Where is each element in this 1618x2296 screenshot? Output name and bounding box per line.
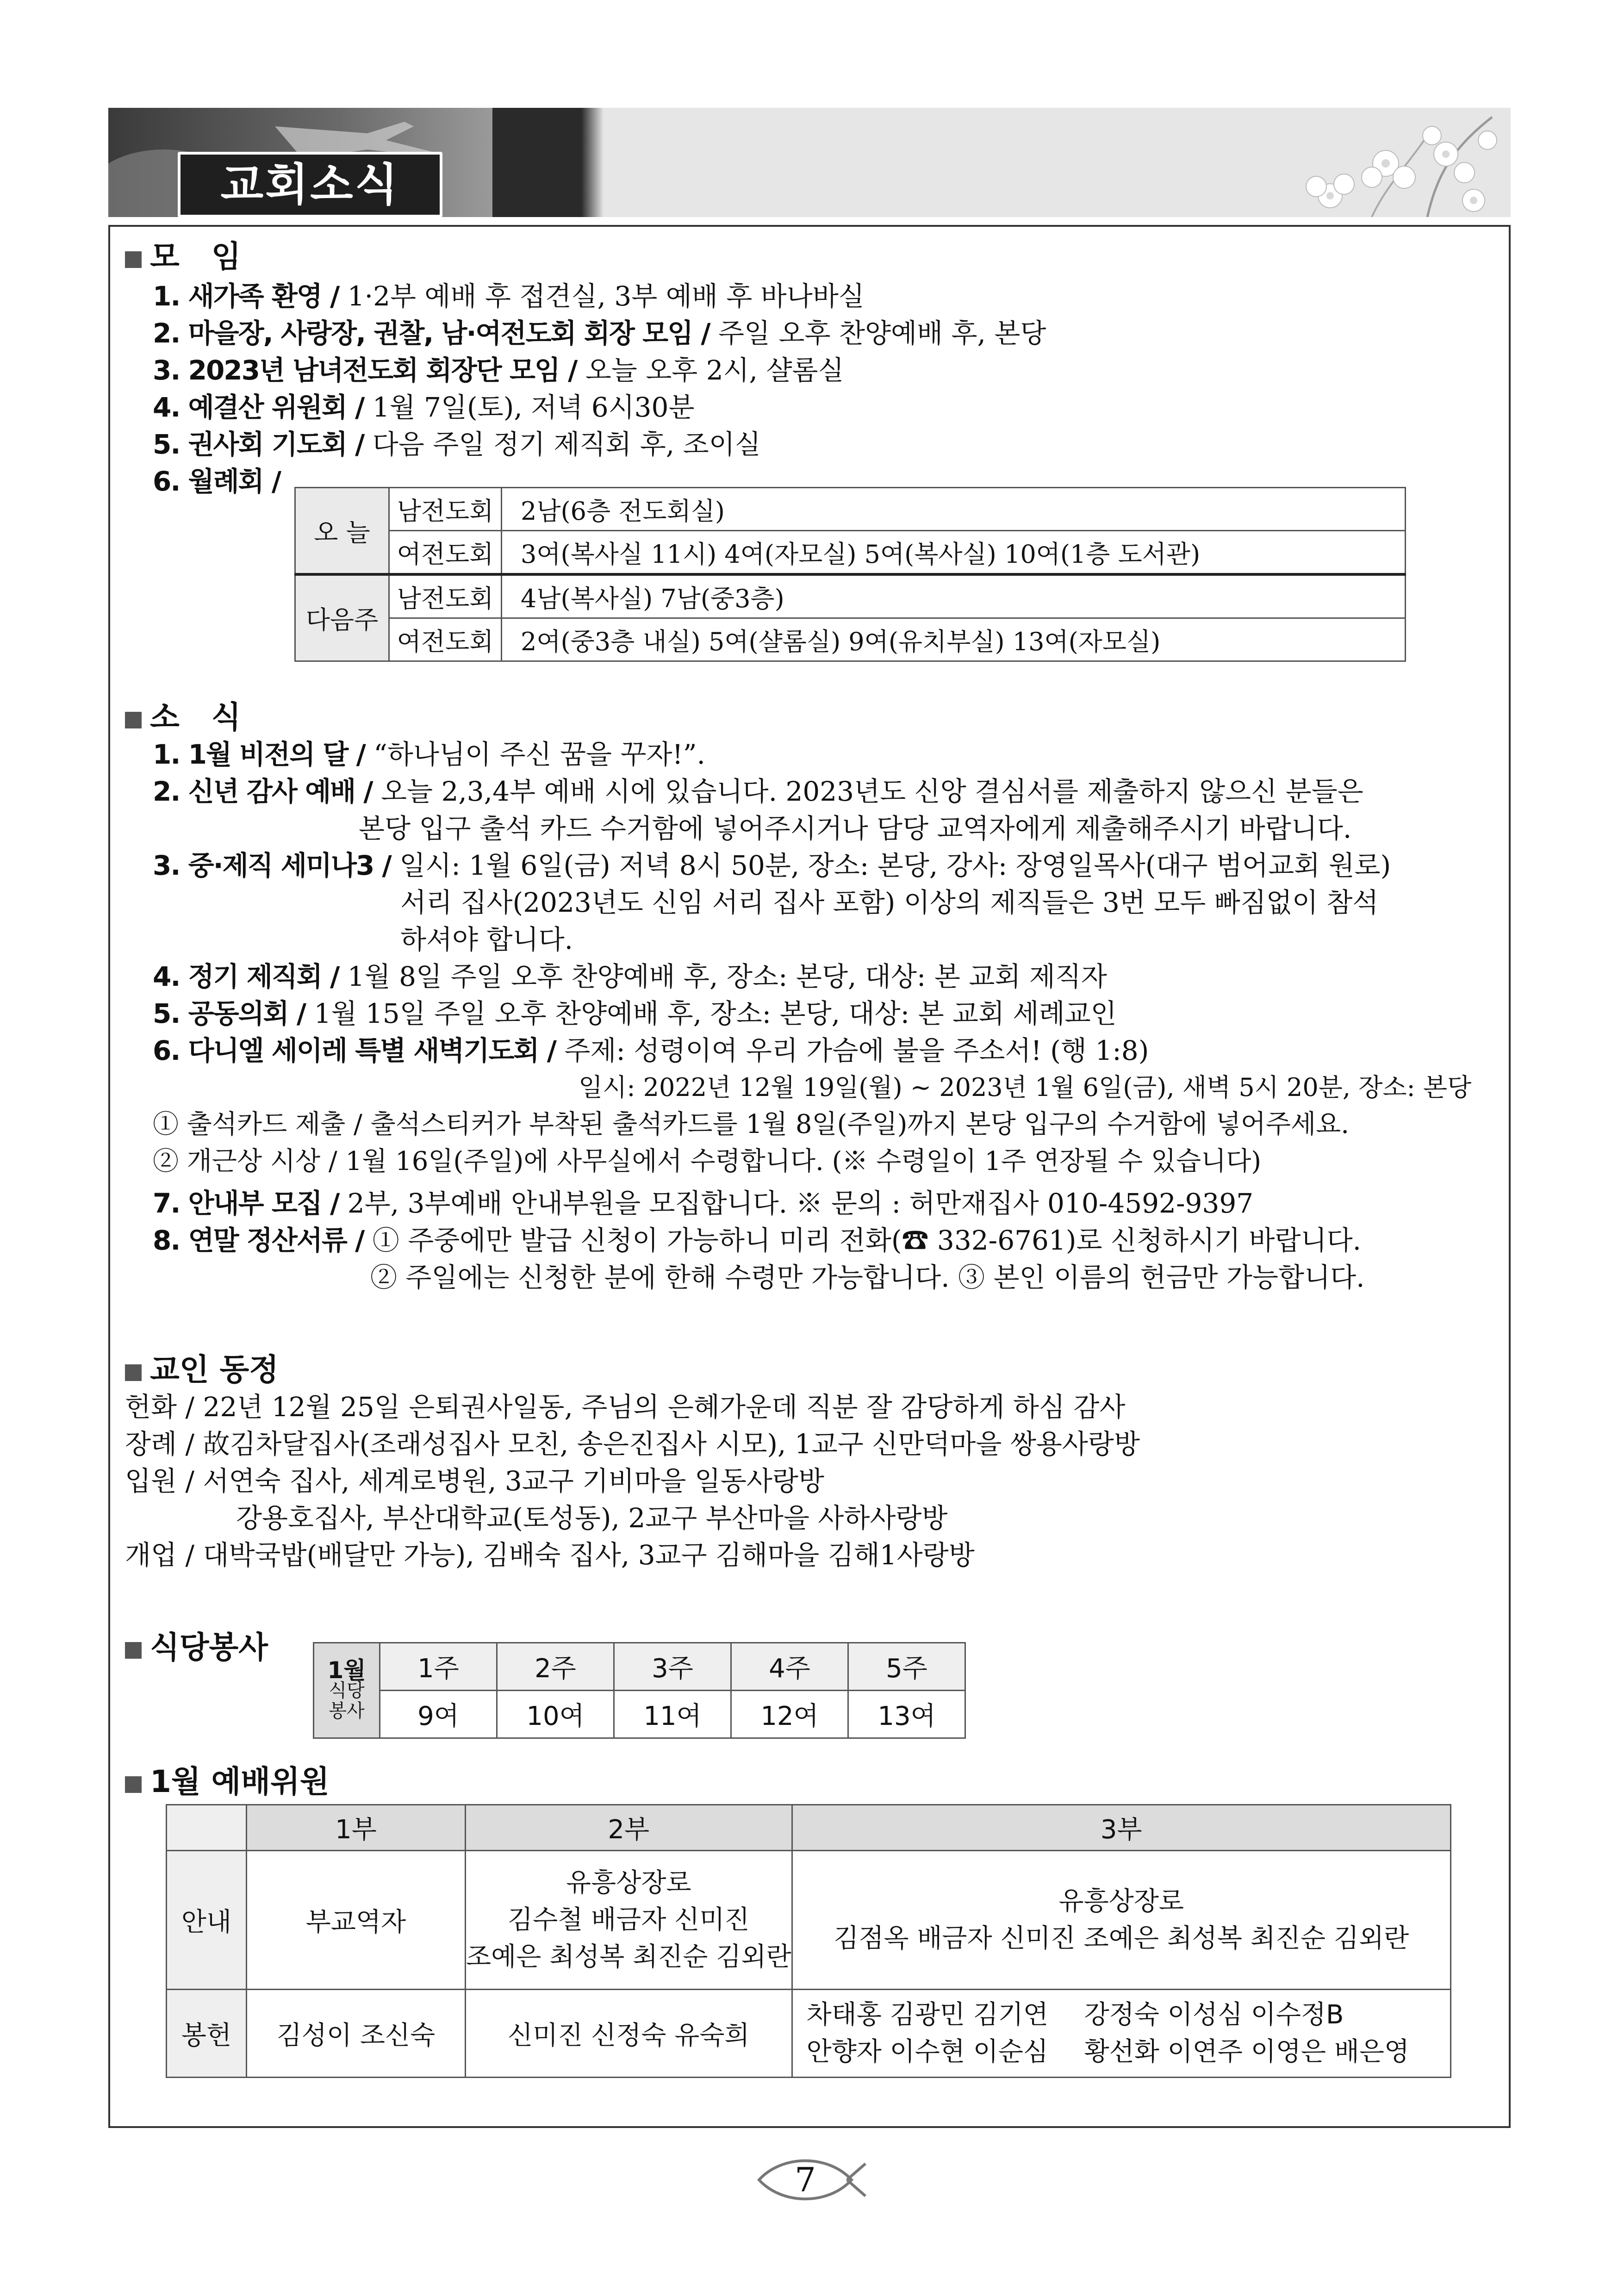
table-cell: 3여(복사실 11시) 4여(자모실) 5여(복사실) 10여(1층 도서관): [502, 531, 1406, 575]
item-text: 1월 7일(토), 저녁 6시30분: [364, 392, 695, 423]
cell-line: 조예은 최성복 최진순 김외란: [466, 1941, 791, 1972]
table-header-cell: 3부: [792, 1805, 1450, 1851]
item-note: ② 개근상 시상 / 1월 16일(주일)에 사무실에서 수령합니다. (※ 수령일이 1주 연장될 수 있습니다): [153, 1146, 1262, 1176]
page-number-badge: [750, 2152, 870, 2208]
page-number: 7: [795, 2160, 816, 2199]
table-row: [314, 1643, 965, 1691]
item-text: 다음 주일 정기 제직회 후, 조이실: [364, 429, 761, 460]
cell-line: 유흥상장로: [1058, 1886, 1184, 1916]
table-row: [295, 574, 1406, 618]
item-text: 1월 15일 주일 오후 찬양예배 후, 장소: 본당, 대상: 본 교회 세례교인: [305, 998, 1117, 1029]
table-header-cell: 1주: [380, 1643, 497, 1691]
item-text: 주일 오후 찬양예배 후, 본당: [709, 317, 1046, 349]
item-text: 1월 8일 주일 오후 찬양예배 후, 장소: 본당, 대상: 본 교회 제직자: [339, 961, 1107, 992]
table-cell: 남전도회: [389, 574, 502, 618]
cell-line: 유흥상장로: [566, 1867, 691, 1898]
item-label: 7. 안내부 모집 /: [153, 1188, 339, 1219]
section-heading-dongjeong: [125, 1351, 279, 1388]
table-cell: [792, 1990, 1450, 2078]
table-cell: 9여: [380, 1691, 497, 1738]
cell-line: 황선화 이연주 이영은 배은영: [1084, 2036, 1410, 2067]
item-text: 오늘 오후 2시, 샬롬실: [577, 355, 844, 386]
table-cell: 남전도회: [389, 488, 502, 531]
item-text: 1·2부 예배 후 접견실, 3부 예배 후 바나바실: [339, 280, 865, 312]
item-label: 8. 연말 정산서류 /: [153, 1225, 364, 1256]
moim-item: [153, 315, 1046, 352]
square-bullet-icon: [125, 1776, 142, 1793]
item-text: 주제: 성령이여 우리 가슴에 불을 주소서! (행 1:8): [555, 1035, 1149, 1066]
row-label: 안내: [167, 1851, 247, 1990]
table-cell: 여전도회: [389, 618, 502, 661]
table-header-cell: 1부: [247, 1805, 466, 1851]
cell-column: [807, 1997, 1084, 2071]
table-header-cell: 5주: [848, 1643, 965, 1691]
sosik-item: [153, 736, 705, 773]
moim-item: [153, 278, 865, 315]
sosik-item: [153, 958, 1107, 995]
cell-line: 김수철 배금자 신미진: [508, 1904, 750, 1935]
table-row: [295, 488, 1406, 531]
sosik-item: [153, 995, 1117, 1032]
table-cell: 2남(6층 전도회실): [502, 488, 1406, 531]
cell-line: 김점옥 배금자 신미진 조예은 최성복 최진순 김외란: [834, 1923, 1409, 1954]
square-bullet-icon: [125, 1642, 142, 1659]
table-row: [167, 1805, 1451, 1851]
table-row: [167, 1990, 1451, 2078]
item-text-continued: 본당 입구 출석 카드 수거함에 넣어주시거나 담당 교역자에게 제출해주시기 바랍니다.: [359, 813, 1352, 844]
item-text-continued: 서리 집사(2023년도 신임 서리 집사 포함) 이상의 제직들은 3번 모두 빠짐없이 참석: [400, 887, 1379, 918]
table-header-cell: 4주: [731, 1643, 848, 1691]
dongjeong-line: 강용호집사, 부산대학교(토성동), 2교구 부산마을 사하사랑방: [236, 1502, 948, 1534]
section-title: 식당봉사: [150, 1630, 268, 1665]
square-bullet-icon: [125, 251, 142, 268]
table-header-cell: 2주: [497, 1643, 614, 1691]
item-text: 2부, 3부예배 안내부원을 모집합니다. ※ 문의 : 허만재집사 010-4592-9397: [339, 1188, 1254, 1219]
sosik-item: [153, 773, 1363, 810]
cell-line: 안향자 이수현 이순심: [806, 2036, 1049, 2067]
section-title: 1월 예배위원: [150, 1764, 330, 1799]
sikdang-label: [314, 1643, 380, 1738]
item-text-continued: 일시: 2022년 12월 19일(월) ~ 2023년 1월 6일(금), 새벽 5시 20분, 장소: 본당: [579, 1073, 1472, 1102]
table-row: [295, 531, 1406, 575]
moim-item: [153, 426, 761, 463]
cell-line: 강정숙 이성심 이수정B: [1084, 1999, 1344, 2030]
table-cell: 4남(복사실) 7남(중3층): [502, 574, 1406, 618]
item-label: 1. 새가족 환영 /: [153, 280, 339, 312]
section-heading-moim: [125, 238, 241, 275]
sosik-item: [153, 1222, 1361, 1259]
item-text: ① 주중에만 발급 신청이 가능하니 미리 전화(☎ 332-6761)로 신청하시기 바랍니다.: [364, 1225, 1362, 1256]
item-label: 5. 권사회 기도회 /: [153, 429, 364, 460]
table-corner-cell: [167, 1805, 247, 1851]
item-label: 2. 신년 감사 예배 /: [153, 776, 373, 807]
wolryehoe-table: [294, 487, 1406, 662]
table-row: [295, 618, 1406, 661]
item-label: 4. 정기 제직회 /: [153, 961, 339, 992]
section-title: 모 임: [150, 239, 241, 274]
table-cell: [466, 1851, 792, 1990]
table-header-cell: 3주: [614, 1643, 731, 1691]
label-text: 식당 봉사: [329, 1680, 365, 1722]
month-label: 1월: [327, 1656, 366, 1684]
table-row: [167, 1851, 1451, 1990]
dongjeong-line: 장례 / 故김차달집사(조래성집사 모친, 송은진집사 시모), 1교구 신만덕마을 쌍용사랑방: [125, 1428, 1140, 1460]
moim-item: [153, 463, 280, 500]
item-text: 오늘 2,3,4부 예배 시에 있습니다. 2023년도 신앙 결심서를 제출하지 않으신 분들은: [372, 776, 1363, 807]
next-week-label: 다음주: [295, 574, 389, 661]
table-cell: 신미진 신정숙 유숙희: [466, 1990, 792, 2078]
table-cell: 김성이 조신숙: [247, 1990, 466, 2078]
table-cell: 11여: [614, 1691, 731, 1738]
item-text-continued: ② 주일에는 신청한 분에 한해 수령만 가능합니다. ③ 본인 이름의 헌금만 가능합니다.: [370, 1262, 1365, 1293]
section-title: 교인 동정: [150, 1352, 279, 1388]
square-bullet-icon: [125, 712, 142, 728]
table-cell: 12여: [731, 1691, 848, 1738]
table-cell: 13여: [848, 1691, 965, 1738]
sosik-item: [153, 1185, 1253, 1222]
moim-item: [153, 352, 844, 389]
page-title: 교회소식: [220, 159, 400, 211]
table-cell: 부교역자: [247, 1851, 466, 1990]
item-text-continued: 하셔야 합니다.: [400, 924, 573, 955]
dongjeong-line: 입원 / 서연숙 집사, 세계로병원, 3교구 기비마을 일동사랑방: [125, 1465, 825, 1497]
item-label: 2. 마을장, 사랑장, 권찰, 남·여전도회 회장 모임 /: [153, 317, 710, 349]
item-label: 3. 2023년 남녀전도회 회장단 모임 /: [153, 355, 577, 386]
section-title: 소 식: [150, 699, 241, 735]
item-label: 3. 중·제직 세미나3 /: [153, 850, 391, 881]
section-heading-sikdang: [125, 1629, 268, 1666]
yebae-table: [166, 1804, 1451, 2078]
table-cell: [792, 1851, 1450, 1990]
today-label: 오 늘: [295, 488, 389, 575]
item-text: “하나님이 주신 꿈을 꾸자!”.: [365, 739, 705, 770]
item-label: 5. 공동의회 /: [153, 998, 306, 1029]
table-cell: 10여: [497, 1691, 614, 1738]
item-note: ① 출석카드 제출 / 출석스티커가 부착된 출석카드를 1월 8일(주일)까지 본당 입구의 수거함에 넣어주세요.: [153, 1109, 1350, 1139]
moim-item: [153, 389, 694, 426]
sosik-item: [153, 847, 1391, 884]
dongjeong-line: 개업 / 대박국밥(배달만 가능), 김배숙 집사, 3교구 김해마을 김해1사랑방: [125, 1539, 975, 1571]
item-label: 1. 1월 비전의 달 /: [153, 739, 365, 770]
item-label: 6. 월례회 /: [153, 466, 281, 497]
sikdang-table: [313, 1642, 966, 1739]
sosik-item: [153, 1032, 1149, 1069]
item-text: 일시: 1월 6일(금) 저녁 8시 50분, 장소: 본당, 강사: 장영일목사(대구 범어교회 원로): [391, 850, 1391, 881]
table-header-cell: 2부: [466, 1805, 792, 1851]
square-bullet-icon: [125, 1364, 142, 1381]
table-row: [314, 1691, 965, 1738]
table-cell: 2여(중3층 내실) 5여(샬롬실) 9여(유치부실) 13여(자모실): [502, 618, 1406, 661]
cell-columns: [807, 1997, 1450, 2071]
section-heading-sosik: [125, 699, 241, 736]
section-heading-yebae: [125, 1763, 330, 1800]
dongjeong-line: 헌화 / 22년 12월 25일 은퇴권사일동, 주님의 은혜가운데 직분 잘 감당하게 하심 감사: [125, 1391, 1126, 1423]
item-label: 6. 다니엘 세이레 특별 새벽기도회 /: [153, 1035, 556, 1066]
item-label: 4. 예결산 위원회 /: [153, 392, 364, 423]
table-cell: 여전도회: [389, 531, 502, 575]
cell-column: [1084, 1997, 1410, 2071]
cell-line: 차태홍 김광민 김기연: [806, 1999, 1049, 2030]
row-label: 봉헌: [167, 1990, 247, 2078]
